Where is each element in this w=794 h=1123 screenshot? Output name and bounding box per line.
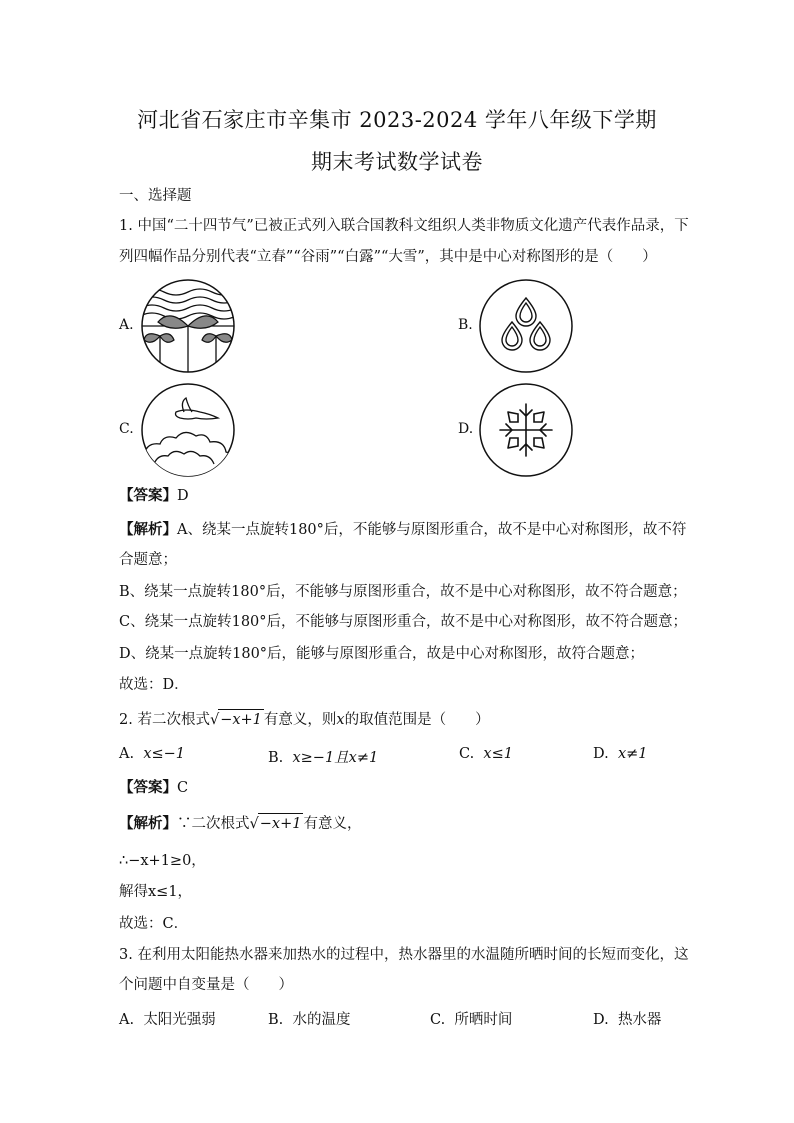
q3-option-a [119, 1008, 216, 1029]
sqrt-sign: √ [209, 712, 220, 728]
spring-sprout-icon [140, 278, 236, 374]
q3-option-c [430, 1008, 512, 1029]
option-text: x≥−1且x≠1 [292, 750, 379, 766]
option-text: x≠1 [617, 746, 648, 762]
option-text: x≤−1 [143, 746, 186, 762]
q2-stem [119, 709, 490, 730]
q1-analysis-line4: C、绕某一点旋转180°后，不能够与原图形重合，故不是中心对称图形，故不符合题意； [119, 614, 688, 630]
q1-stem-line1: 1. 中国“二十四节气”已被正式列入联合国教科文组织人类非物质文化遗产代表作品录，下 [119, 218, 689, 234]
answer-tag: 【答案】 [119, 487, 177, 504]
q2-stem-suffix: 的取值范围是（ ） [344, 712, 490, 728]
analysis-text: A、绕某一点旋转180°后，不能够与原图形重合，故不是中心对称图形，故不符 [177, 522, 687, 538]
answer-value: C [177, 780, 189, 796]
q3-stem-line1: 3. 在利用太阳能热水器来加热水的过程中，热水器里的水温随所晒时间的长短而变化，这 [119, 947, 689, 963]
option-text: 热水器 [617, 1012, 662, 1028]
option-label: A. [119, 1012, 135, 1028]
analysis-prefix: ∵二次根式 [177, 816, 250, 832]
page-subtitle: 期末考试数学试卷 [311, 150, 483, 174]
q1-option-c-label: C. [119, 421, 134, 437]
q1-analysis-line5: D、绕某一点旋转180°后，能够与原图形重合，故是中心对称图形，故符合题意； [119, 646, 645, 662]
answer-value: D [177, 488, 189, 504]
analysis-tag: 【解析】 [119, 815, 177, 832]
option-text: x≤1 [483, 746, 513, 762]
q3-option-b [268, 1008, 350, 1029]
option-label: B. [268, 1012, 284, 1028]
q1-choose: 故选：D． [119, 677, 189, 693]
bird-cloud-icon [140, 382, 236, 478]
q1-analysis-line3: B、绕某一点旋转180°后，不能够与原图形重合，故不是中心对称图形，故不符合题意； [119, 584, 687, 600]
q2-option-d [593, 746, 648, 762]
q2-stem-mid: 有意义，则 [263, 712, 337, 728]
sqrt-sign: √ [249, 816, 259, 832]
q2-radicand: −x+1 [258, 813, 304, 834]
q1-analysis-line1 [119, 520, 686, 540]
q2-stem-prefix: 2. 若二次根式 [119, 712, 210, 728]
q2-analysis [119, 813, 361, 834]
q1-option-a-label: A. [119, 317, 134, 333]
option-label: B. [268, 750, 284, 766]
q3-stem-line2: 个问题中自变量是（ ） [119, 977, 293, 993]
q2-option-a [119, 746, 185, 762]
option-label: C. [430, 1012, 446, 1028]
page-title: 河北省石家庄市辛集市 2023-2024 学年八年级下学期 [137, 108, 657, 132]
option-label: D. [593, 1012, 609, 1028]
q3-option-d [593, 1008, 661, 1029]
option-label: C. [459, 746, 475, 762]
q2-answer [119, 778, 188, 798]
analysis-suffix: 有意义， [303, 816, 362, 832]
q1-answer [119, 486, 189, 506]
rain-drops-icon [478, 278, 574, 374]
snowflake-icon [478, 382, 574, 478]
q1-analysis-line2: 合题意； [119, 552, 177, 568]
option-label: A. [119, 746, 135, 762]
q1-stem-line2: 列四幅作品分别代表“立春”“谷雨”“白露”“大雪”，其中是中心对称图形的是（ ） [119, 249, 657, 265]
answer-tag: 【答案】 [119, 779, 177, 796]
option-label: D. [593, 746, 609, 762]
q2-step1: ∴−x+1≥0， [119, 853, 206, 869]
option-text: 所晒时间 [454, 1012, 513, 1028]
q1-option-b-label: B. [458, 317, 473, 333]
option-text: 水的温度 [292, 1012, 351, 1028]
section-heading: 一、选择题 [119, 188, 192, 204]
q2-radicand: −x+1 [218, 709, 264, 730]
analysis-tag: 【解析】 [119, 521, 177, 538]
option-text: 太阳光强弱 [143, 1012, 216, 1028]
q2-step2: 解得x≤1， [119, 884, 193, 900]
q2-option-b [268, 746, 378, 767]
q2-var: x [336, 712, 345, 728]
q2-option-c [459, 746, 513, 762]
q1-option-d-label: D. [458, 421, 474, 437]
q2-choose: 故选：C． [119, 916, 189, 932]
